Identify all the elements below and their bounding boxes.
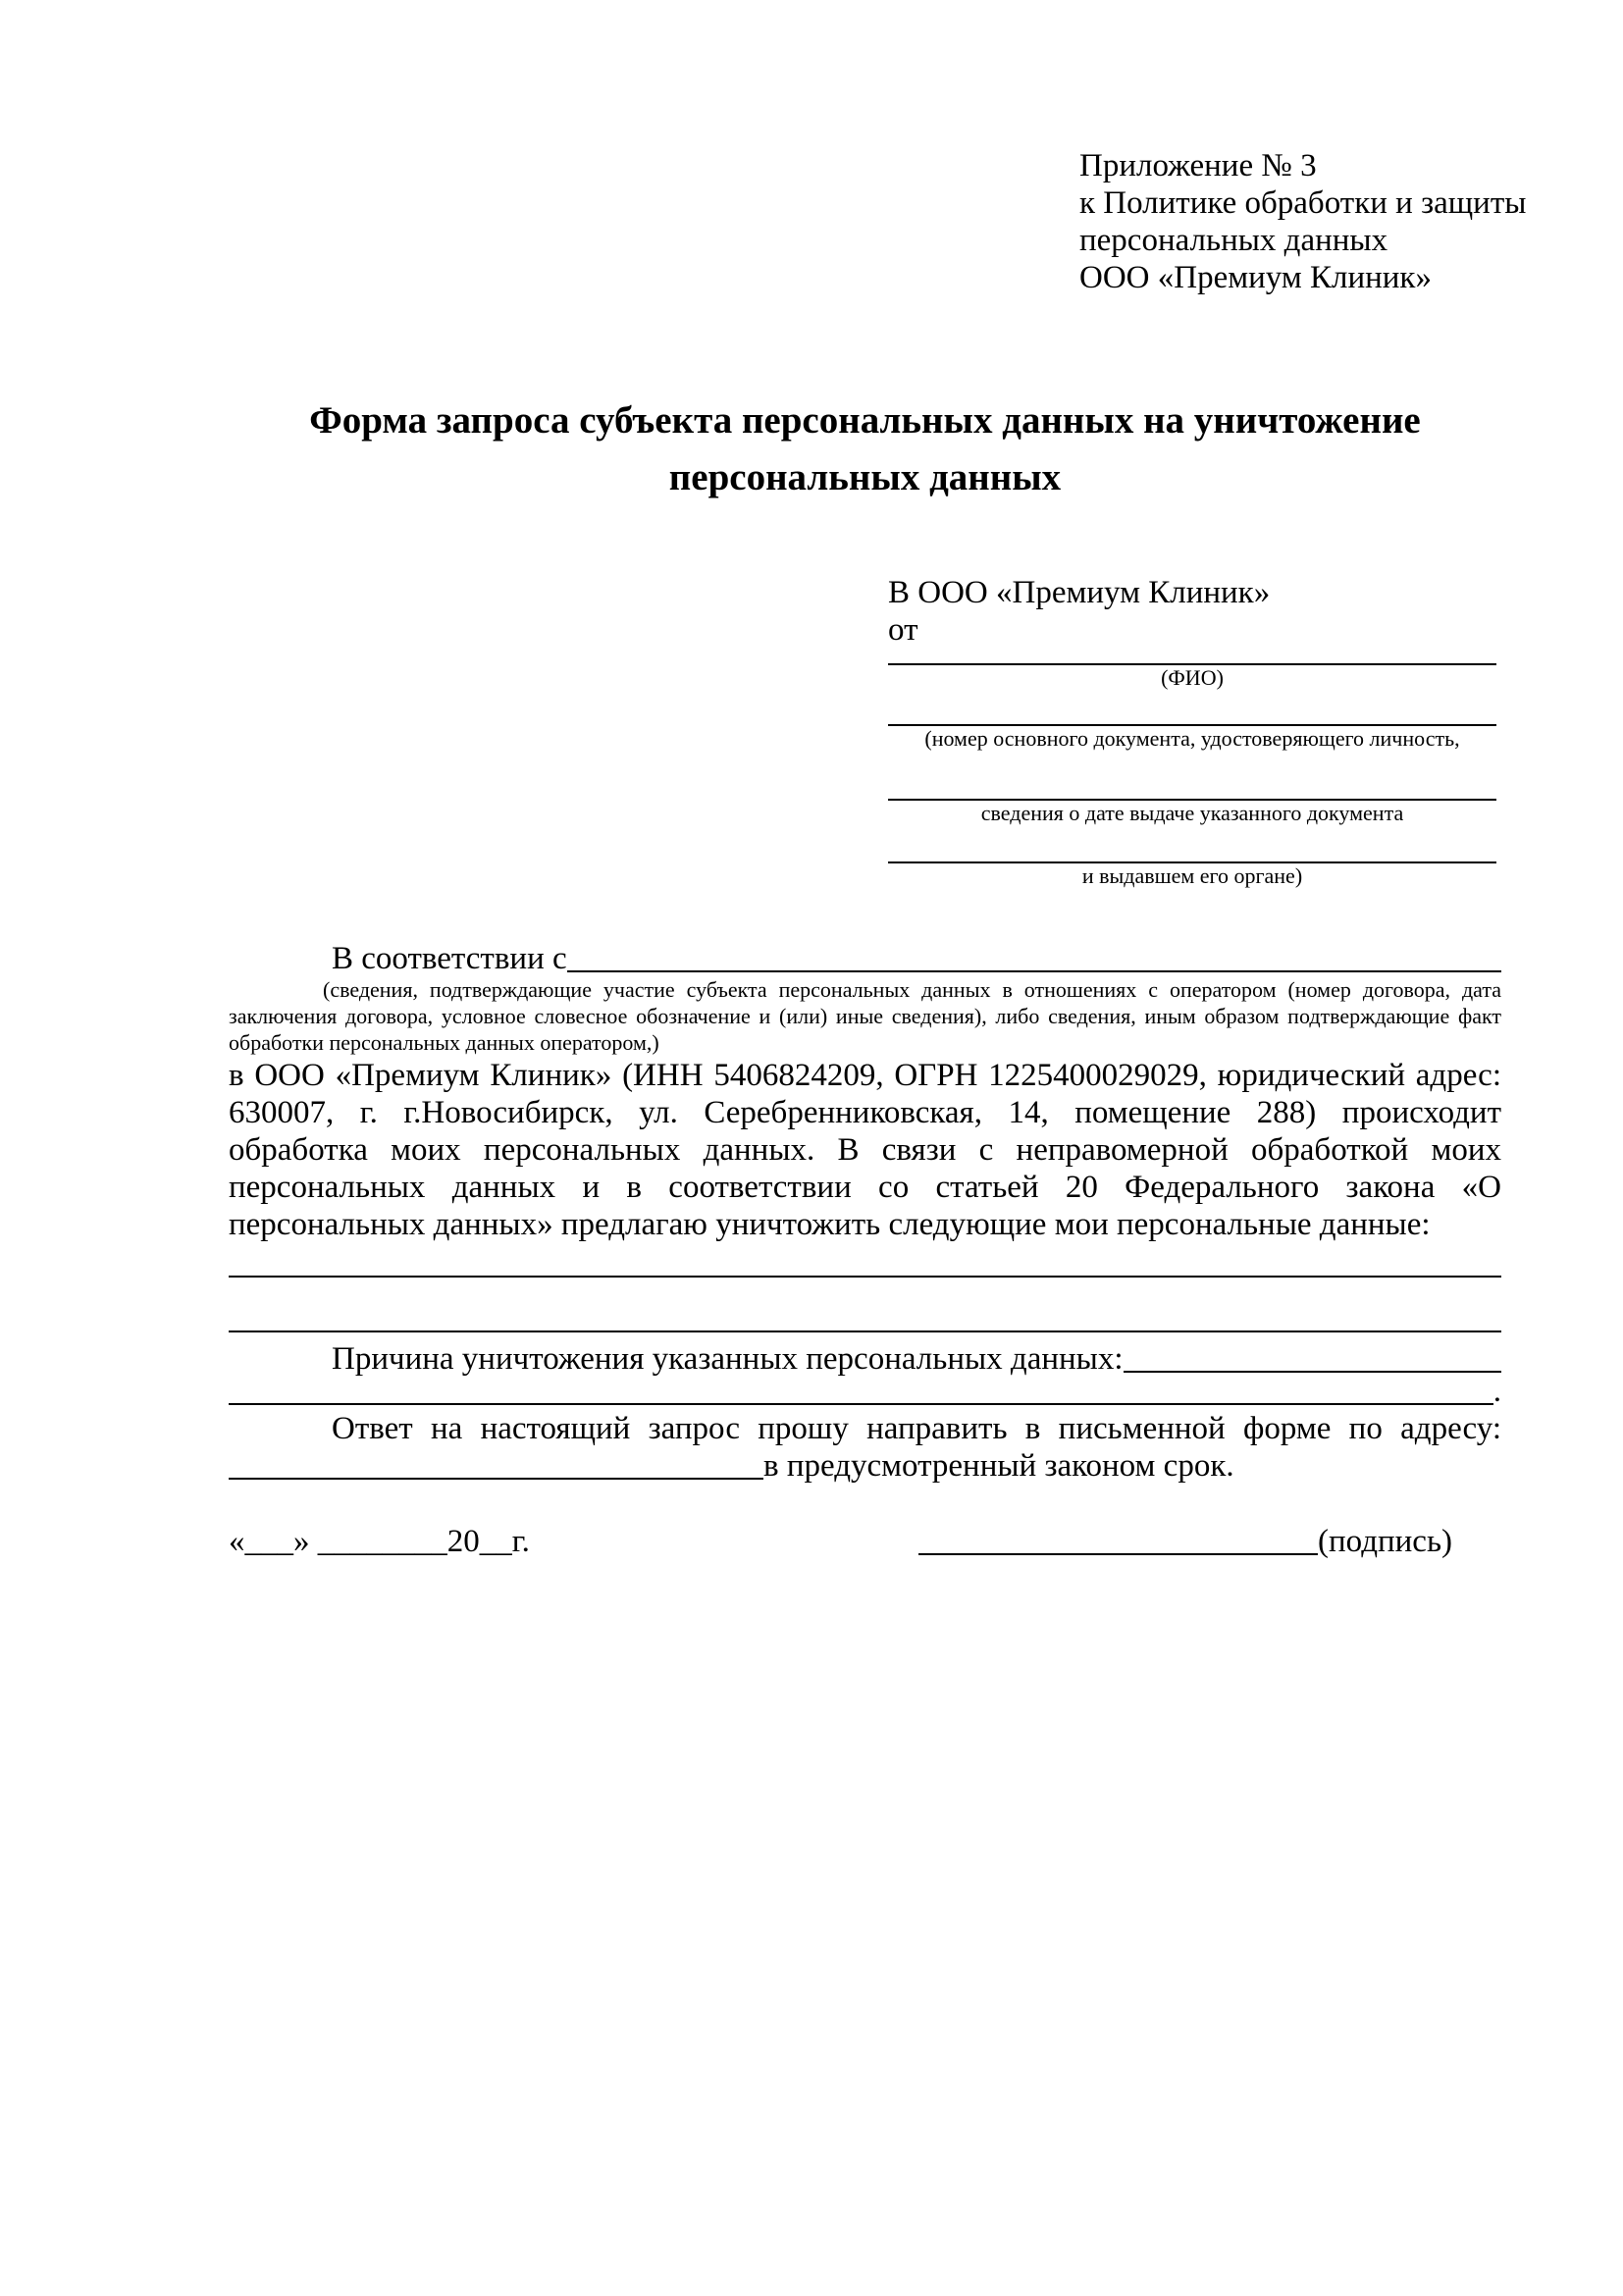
doc-issuer-blank-line	[888, 826, 1496, 863]
address-blank-line	[229, 1447, 763, 1480]
accordance-row	[229, 940, 1501, 977]
addressee-block	[888, 574, 1496, 889]
appendix-line: Приложение № 3	[1079, 148, 1317, 183]
fio-blank-line	[888, 649, 1496, 665]
accordance-blank-line	[567, 940, 1501, 972]
accordance-lead: В соответствии с	[332, 941, 567, 976]
date-field: «___» ________20__г.	[229, 1524, 530, 1559]
doc-number-caption: (номер основного документа, удостоверяющего личность,	[924, 726, 1460, 751]
footer-row	[229, 1523, 1501, 1560]
addressee-to: В ООО «Премиум Клиник»	[888, 575, 1271, 610]
document-title	[229, 392, 1501, 506]
reason-blank-line	[1124, 1340, 1501, 1373]
appendix-line: персональных данных	[1079, 223, 1388, 258]
appendix-line: к Политике обработки и защиты	[1079, 185, 1527, 221]
signature-caption: (подпись)	[1318, 1524, 1452, 1559]
reason-trailing-period: .	[1492, 1374, 1501, 1409]
reason-label: Причина уничтожения указанных персональных данных:	[332, 1341, 1124, 1377]
data-blank-line-1	[229, 1241, 1501, 1278]
doc-number-blank-line	[888, 691, 1496, 726]
appendix-line: ООО «Премиум Клиник»	[1079, 260, 1432, 295]
main-paragraph: в ООО «Премиум Клиник» (ИНН 5406824209, ОГРН 1225400029029, юридический адрес: 630007, г. г.Новосибирск, ул. Серебренниковская, 14, помещение 288) происходит обработка моих персональных данных. В связи с неправомерной обработкой моих персональных данных и в соответствии со статьей 20 Федерального закона «О персональных данных» предлагаю уничтожить следующие мои персональные данные:	[229, 1058, 1501, 1242]
fio-caption: (ФИО)	[1161, 665, 1224, 690]
title-line-1: Форма запроса субъекта персональных данных на уничтожение	[309, 399, 1421, 442]
address-row	[229, 1447, 1501, 1485]
address-tail-text: в предусмотренный законом срок.	[763, 1448, 1234, 1484]
footer-spacer	[530, 1523, 918, 1560]
data-blank-line-2	[229, 1296, 1501, 1332]
appendix-header	[1079, 147, 1526, 296]
doc-date-caption: сведения о дате выдаче указанного документа	[980, 801, 1404, 825]
reason-blank-line-2-rule	[229, 1373, 1493, 1405]
reason-blank-line-2	[229, 1373, 1501, 1410]
doc-issuer-caption: и выдавшем его органе)	[1081, 863, 1303, 888]
doc-date-blank-line	[888, 752, 1496, 801]
signature-blank-line	[918, 1523, 1318, 1555]
addressee-from: от	[888, 612, 918, 648]
title-line-2: персональных данных	[668, 456, 1062, 498]
answer-paragraph: Ответ на настоящий запрос прошу направить в письменной форме по адресу:	[332, 1411, 1501, 1446]
footer-right-pad	[1452, 1523, 1501, 1560]
accordance-note: (сведения, подтверждающие участие субъекта персональных данных в отношениях с оператором (номер договора, дата заключения договора, условное словесное обозначение и (или) иные сведения), либо сведения, иным образом подтверждающие факт обработки персональных данных оператором,)	[229, 977, 1501, 1055]
